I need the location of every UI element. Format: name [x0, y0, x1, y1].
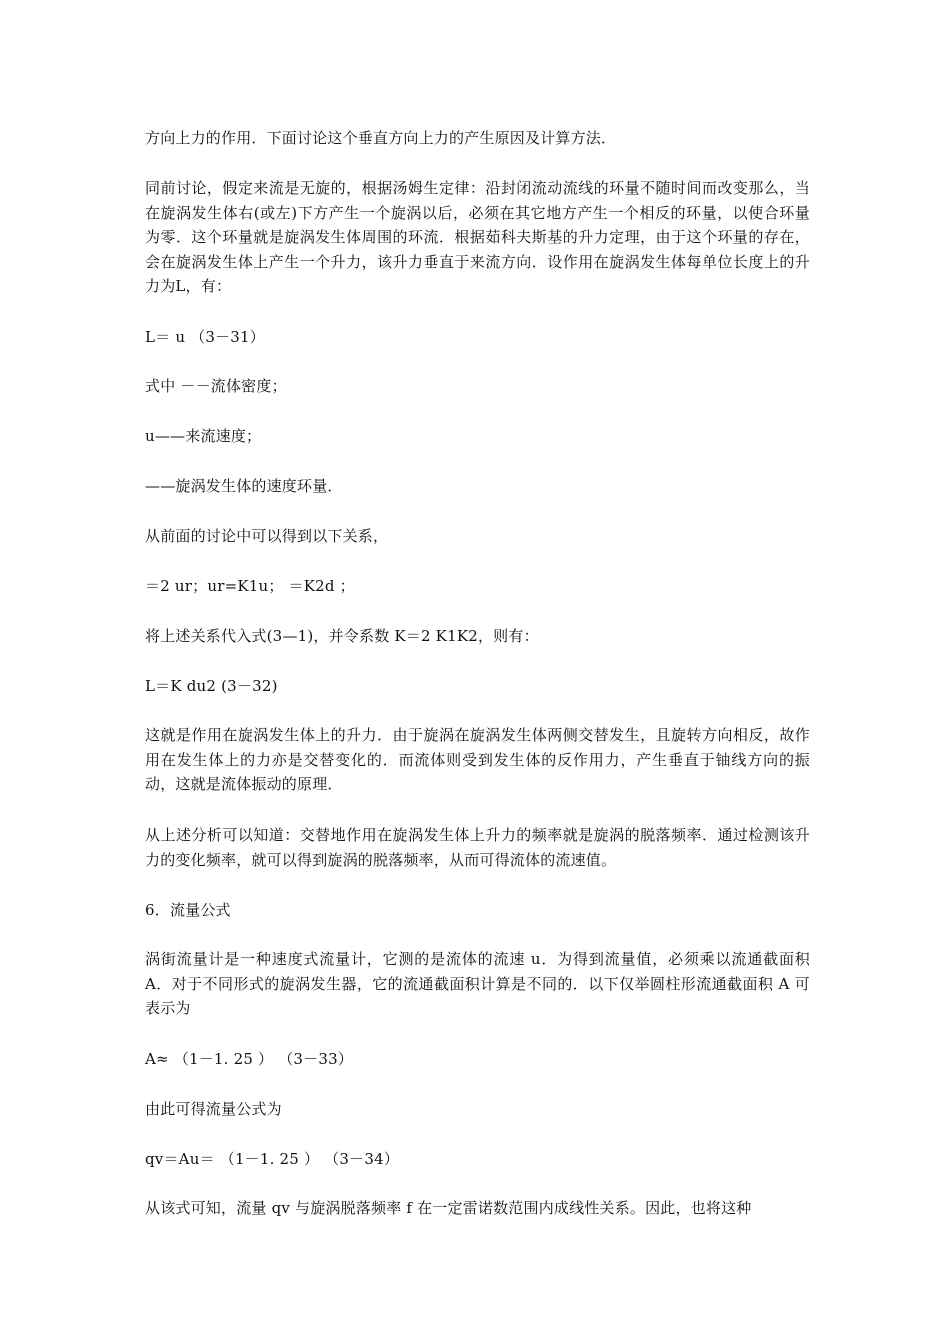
- paragraph-circulation-theory: 同前讨论，假定来流是无旋的，根据汤姆生定律：沿封闭流动流线的环量不随时间而改变那么，当在旋涡发生体右(或左)下方产生一个旋涡以后，必须在其它地方产生一个相反的环量，以使合环量为零．这个环量就是旋涡发生体周围的环流．根据茹科夫斯基的升力定理，由于这个环量的存在，会在旋涡发生体上产生一个升力，该升力垂直于来流方向．设作用在旋涡发生体每单位长度上的升力为L，有：: [145, 179, 810, 295]
- paragraph-relations-intro: 从前面的讨论中可以得到以下关系，: [145, 527, 389, 545]
- definition-circulation: ——旋涡发生体的速度环量．: [145, 477, 343, 495]
- equation-3-34: qv＝Au＝ （1－1. 25 ） （3－34）: [145, 1150, 400, 1168]
- paragraph-lift-principle: 这就是作用在旋涡发生体上的升力．由于旋涡在旋涡发生体两侧交替发生，且旋转方向相反，故作用在发生体上的力亦是交替变化的．而流体则受到发生体的反作用力，产生垂直于铀线方向的振动，这就是流体振动的原理．: [145, 726, 810, 793]
- equation-3-33: A≈ （1－1. 25 ） （3－33）: [145, 1050, 354, 1068]
- paragraph-vertical-force-intro: 方向上力的作用．下面讨论这个垂直方向上力的产生原因及计算方法．: [145, 129, 617, 147]
- definition-velocity: u——来流速度；: [145, 427, 262, 445]
- paragraph-linear-relation: 从该式可知，流量 qv 与旋涡脱落频率 f 在一定雷诺数范围内成线性关系。因此，也将这种: [145, 1199, 752, 1217]
- paragraph-substitution: 将上述关系代入式(3—1)，并令系数 K＝2 K1K2，则有：: [145, 627, 539, 645]
- paragraph-flow-formula-intro: 由此可得流量公式为: [145, 1100, 282, 1118]
- paragraph-frequency-analysis: 从上述分析可以知道：交替地作用在旋涡发生体上升力的频率就是旋涡的脱落频率．通过检测该升力的变化频率，就可以得到旋涡的脱落频率，从而可得流体的流速值。: [145, 826, 810, 869]
- paragraph-velocity-flowmeter: 涡街流量计是一种速度式流量计，它测的是流体的流速 u．为得到流量值，必须乘以流通截面积 A．对于不同形式的旋涡发生器，它的流通截面积计算是不同的．以下仅举圆柱形流通截面积 A 可表示为: [145, 950, 810, 1017]
- equation-3-31: L＝ u （3－31）: [145, 328, 265, 346]
- equation-relations: ＝2 ur；ur=K1u； ＝K2d ；: [145, 577, 355, 595]
- definition-density: 式中 －－流体密度；: [145, 377, 287, 395]
- equation-3-32: L＝K du2 (3－32): [145, 677, 278, 695]
- section-heading-flow-formula: 6．流量公式: [145, 901, 231, 919]
